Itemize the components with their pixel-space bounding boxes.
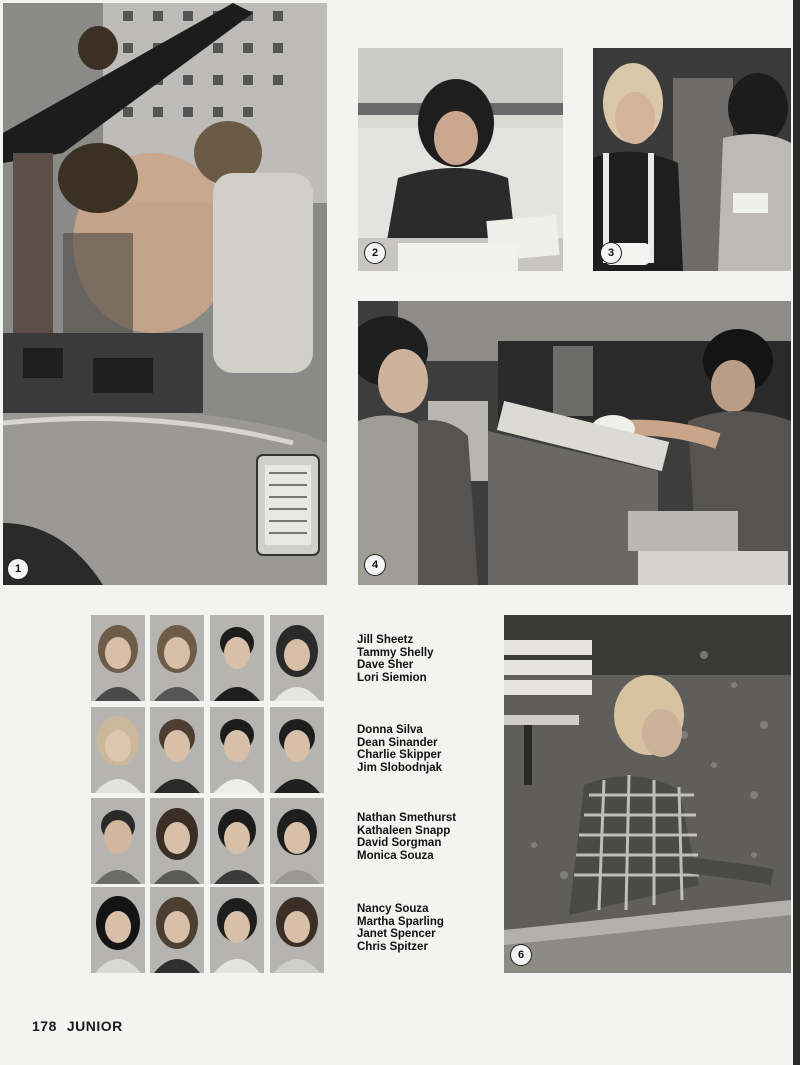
student-name: Nathan Smethurst bbox=[357, 812, 457, 824]
page-number: 178 bbox=[32, 1018, 57, 1034]
student-name: Chris Spitzer bbox=[357, 940, 428, 953]
portrait bbox=[150, 887, 204, 973]
portrait bbox=[150, 798, 204, 884]
student-name: Tammy Shelly bbox=[357, 646, 434, 659]
name-list-row-4 bbox=[357, 903, 444, 953]
student-name: David Sorgman bbox=[357, 837, 442, 850]
page-footer bbox=[32, 1018, 133, 1034]
photo-number-badge: 1 bbox=[8, 559, 28, 579]
photo-2-girl-writing bbox=[358, 48, 563, 271]
portrait bbox=[150, 707, 204, 793]
student-name: Martha Sparling bbox=[357, 915, 444, 928]
student-name: Lori Siemion bbox=[357, 671, 427, 684]
student-name: Kathaleen Snapp bbox=[357, 824, 451, 837]
portrait bbox=[91, 798, 145, 884]
photo-1-car-engine bbox=[3, 3, 327, 585]
student-name: Jill Sheetz bbox=[357, 634, 414, 646]
student-name: Jim Slobodnjak bbox=[357, 761, 442, 774]
portrait bbox=[91, 707, 145, 793]
portrait bbox=[270, 615, 324, 701]
portrait bbox=[270, 707, 324, 793]
student-name: Donna Silva bbox=[357, 724, 423, 736]
portrait bbox=[210, 887, 264, 973]
name-list-row-1 bbox=[357, 634, 434, 684]
student-name: Monica Souza bbox=[357, 849, 434, 862]
portrait bbox=[150, 615, 204, 701]
photo-3-lunch-line bbox=[593, 48, 791, 271]
photo-6-park-bench bbox=[504, 615, 791, 973]
portrait bbox=[210, 615, 264, 701]
student-name: Charlie Skipper bbox=[357, 749, 442, 762]
portrait bbox=[210, 707, 264, 793]
portrait bbox=[270, 798, 324, 884]
photo-number-badge: 3 bbox=[601, 243, 621, 263]
photo-number-badge: 2 bbox=[365, 243, 385, 263]
portrait bbox=[91, 887, 145, 973]
student-name: Dean Sinander bbox=[357, 736, 438, 749]
student-name: Janet Spencer bbox=[357, 928, 436, 941]
page-edge-shadow bbox=[793, 0, 800, 1065]
name-list-row-3 bbox=[357, 812, 456, 862]
name-list-row-2 bbox=[357, 724, 442, 774]
portrait bbox=[210, 798, 264, 884]
student-name: Dave Sher bbox=[357, 659, 414, 672]
portrait bbox=[91, 615, 145, 701]
photo-4-cafeteria bbox=[358, 301, 791, 585]
section-title: JUNIOR bbox=[66, 1018, 123, 1034]
photo-number-badge: 6 bbox=[511, 945, 531, 965]
portrait bbox=[270, 887, 324, 973]
student-name: Nancy Souza bbox=[357, 903, 429, 915]
photo-number-badge: 4 bbox=[365, 555, 385, 575]
